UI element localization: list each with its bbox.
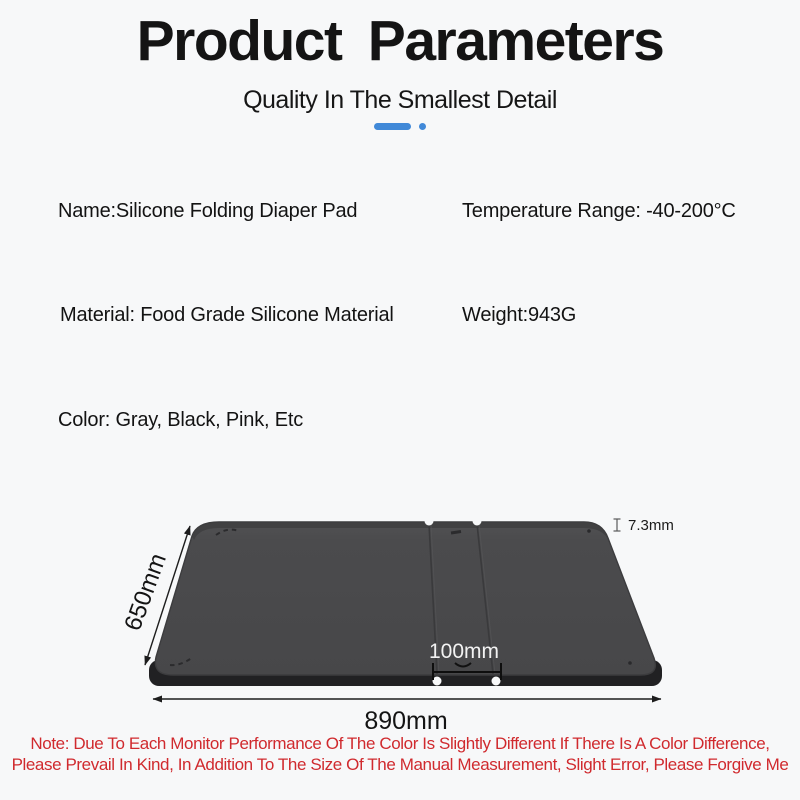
product-image	[0, 488, 800, 746]
fold-width-label: 100mm	[428, 640, 500, 663]
spec-weight: Weight:943G	[462, 304, 577, 326]
accent-divider	[0, 123, 800, 130]
product-dimension-figure	[0, 488, 800, 746]
dimension-7-3mm	[614, 517, 674, 534]
divider-bar	[374, 123, 411, 130]
length-label: 890mm	[364, 707, 448, 735]
spec-material: Material: Food Grade Silicone Material	[60, 304, 394, 326]
note-line-1: Note: Due To Each Monitor Performance Of The Color Is Slightly Different If There Is A Color Difference,	[30, 734, 770, 753]
note-line-2: Please Prevail In Kind, In Addition To The Size Of The Manual Measurement, Slight Error, Please Forgive Me	[11, 755, 789, 774]
thickness-label: 7.3mm	[628, 517, 674, 534]
dimension-890mm	[153, 699, 661, 735]
disclaimer-note	[0, 733, 800, 775]
mat-top-surface	[155, 522, 655, 675]
page-title: Product Parameters	[136, 9, 664, 73]
divider-dot-icon	[419, 123, 426, 130]
depth-label: 650mm	[119, 549, 173, 635]
spec-name: Name:Silicone Folding Diaper Pad	[58, 200, 358, 222]
spec-temperature-range: Temperature Range: -40-200°C	[462, 200, 736, 222]
page-subtitle: Quality In The Smallest Detail	[243, 86, 557, 114]
spec-color: Color: Gray, Black, Pink, Etc	[58, 409, 304, 431]
